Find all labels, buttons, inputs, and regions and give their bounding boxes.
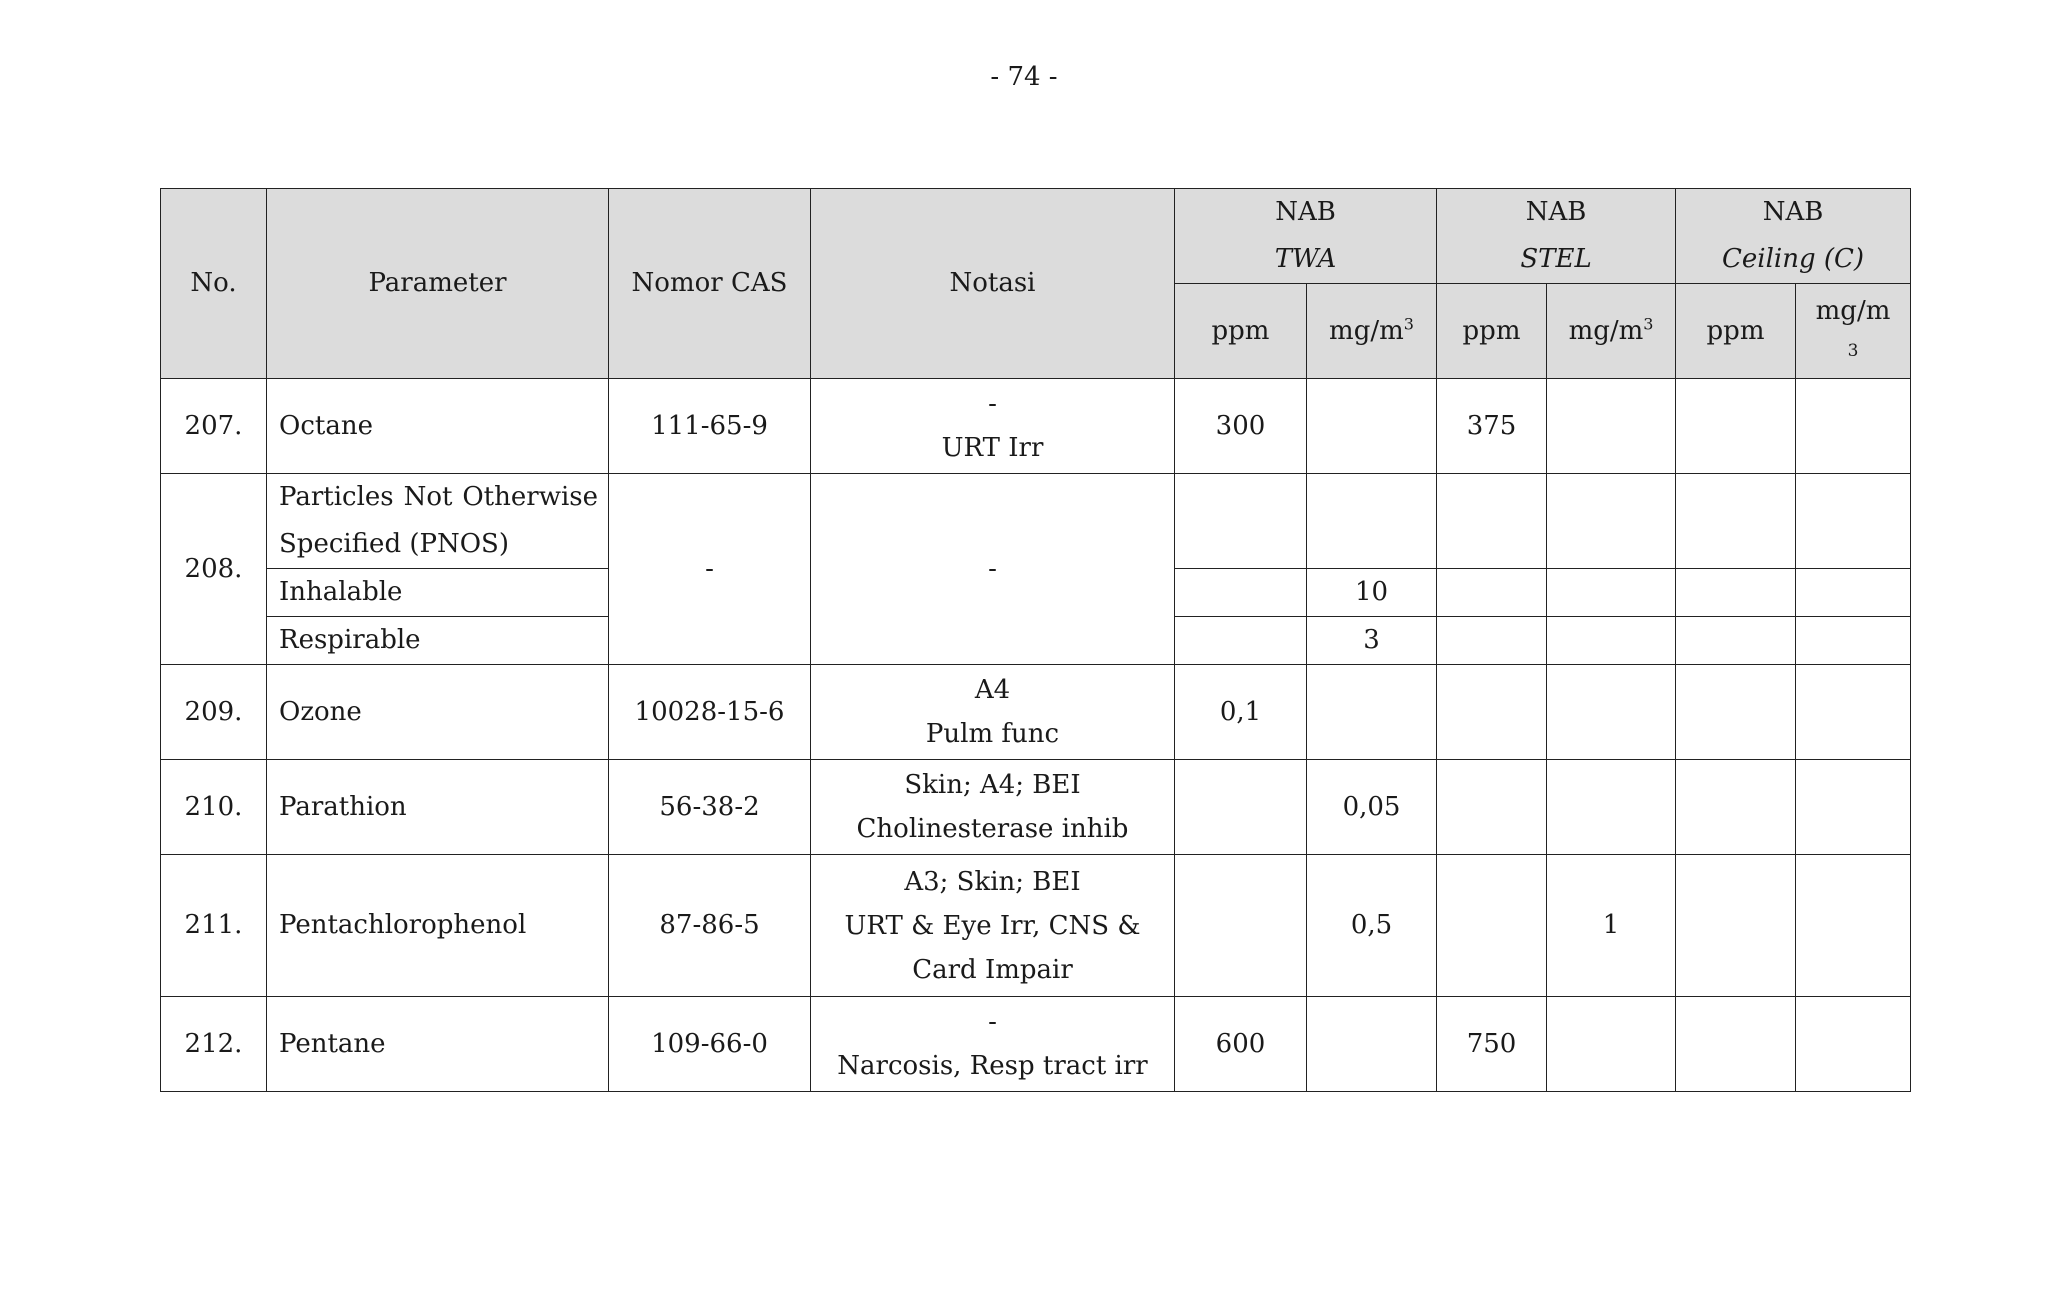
stel-ppm <box>1437 617 1547 665</box>
header-ceiling-ppm: ppm <box>1676 284 1796 379</box>
row-cas: 10028-15-6 <box>609 665 811 760</box>
stel-mg <box>1547 379 1676 474</box>
twa-ppm <box>1175 617 1307 665</box>
row-parameter: Octane <box>267 379 609 474</box>
ceiling-ppm <box>1676 474 1796 569</box>
row-parameter: Pentane <box>267 997 609 1092</box>
row-no: 212. <box>161 997 267 1092</box>
notasi-line: URT & Eye Irr, CNS & <box>844 910 1141 941</box>
twa-mg: 0,05 <box>1307 760 1437 855</box>
table-row <box>161 760 1911 855</box>
ceiling-mg <box>1796 760 1911 855</box>
page-number: - 74 - <box>990 62 1058 92</box>
stel-ppm <box>1437 474 1547 569</box>
header-stel-ppm: ppm <box>1437 284 1547 379</box>
notasi-line: - <box>988 389 997 419</box>
header-twa-mg <box>1307 284 1437 379</box>
notasi-line: - <box>988 1007 997 1037</box>
twa-label: TWA <box>1274 244 1337 274</box>
table-row <box>161 855 1911 997</box>
ceiling-ppm <box>1676 569 1796 617</box>
notasi-line: URT Irr <box>941 433 1044 463</box>
row-parameter: Pentachlorophenol <box>267 855 609 997</box>
twa-ppm <box>1175 474 1307 569</box>
nab-label: NAB <box>1762 197 1824 227</box>
twa-ppm <box>1175 760 1307 855</box>
row-no: 211. <box>161 855 267 997</box>
wrapped-3: 3 <box>1847 341 1859 361</box>
stel-ppm <box>1437 760 1547 855</box>
twa-ppm: 0,1 <box>1175 665 1307 760</box>
row-cas: 56-38-2 <box>609 760 811 855</box>
stel-mg <box>1547 760 1676 855</box>
twa-ppm: 600 <box>1175 997 1307 1092</box>
notasi-line: Pulm func <box>925 719 1060 749</box>
nab-label: NAB <box>1275 197 1336 227</box>
row-cas: - <box>609 474 811 665</box>
header-no: No. <box>161 189 267 379</box>
ceiling-mg <box>1796 569 1911 617</box>
twa-mg <box>1307 997 1437 1092</box>
header-twa-ppm: ppm <box>1175 284 1307 379</box>
stel-mg <box>1547 617 1676 665</box>
superscript-3: 3 <box>1403 313 1414 333</box>
row-cas: 109-66-0 <box>609 997 811 1092</box>
twa-mg: 3 <box>1307 617 1437 665</box>
table-row <box>161 379 1911 474</box>
ceiling-ppm <box>1676 760 1796 855</box>
stel-ppm <box>1437 569 1547 617</box>
header-nab-twa <box>1175 189 1437 284</box>
notasi-line: Narcosis, Resp tract irr <box>837 1051 1148 1081</box>
row-parameter: Parathion <box>267 760 609 855</box>
row-parameter: Particles Not Otherwise Specified (PNOS) <box>267 474 609 569</box>
ceiling-mg <box>1796 855 1911 997</box>
subrow-parameter: Inhalable <box>267 569 609 617</box>
notasi-line: A4 <box>974 675 1011 705</box>
row-parameter: Ozone <box>267 665 609 760</box>
notasi-line: A3; Skin; BEI <box>904 866 1081 897</box>
row-no: 208. <box>161 474 267 665</box>
header-cas: Nomor CAS <box>609 189 811 379</box>
stel-ppm <box>1437 665 1547 760</box>
row-cas: 87-86-5 <box>609 855 811 997</box>
mg-unit: mg/m <box>1568 315 1644 346</box>
row-no: 210. <box>161 760 267 855</box>
ceiling-ppm <box>1676 855 1796 997</box>
header-ceiling-mg <box>1796 284 1911 379</box>
twa-ppm <box>1175 569 1307 617</box>
table-row <box>161 474 1911 569</box>
row-notasi <box>811 760 1175 855</box>
twa-mg <box>1307 379 1437 474</box>
ceiling-ppm <box>1676 379 1796 474</box>
row-no: 207. <box>161 379 267 474</box>
twa-ppm: 300 <box>1175 379 1307 474</box>
notasi-line: Skin; A4; BEI <box>904 770 1081 800</box>
exposure-limits-table <box>160 188 1911 1092</box>
row-notasi <box>811 379 1175 474</box>
ceiling-ppm <box>1676 665 1796 760</box>
twa-ppm <box>1175 855 1307 997</box>
stel-ppm: 375 <box>1437 379 1547 474</box>
mg-unit: mg/m <box>1815 296 1891 326</box>
notasi-line: Cholinesterase inhib <box>856 814 1129 844</box>
row-no: 209. <box>161 665 267 760</box>
twa-mg: 10 <box>1307 569 1437 617</box>
header-stel-mg <box>1547 284 1676 379</box>
row-notasi <box>811 855 1175 997</box>
superscript-3: 3 <box>1643 313 1654 333</box>
stel-ppm <box>1437 855 1547 997</box>
twa-mg: 0,5 <box>1307 855 1437 997</box>
row-notasi <box>811 665 1175 760</box>
header-parameter: Parameter <box>267 189 609 379</box>
ceiling-ppm <box>1676 617 1796 665</box>
stel-mg <box>1547 474 1676 569</box>
row-notasi <box>811 997 1175 1092</box>
stel-mg: 1 <box>1547 855 1676 997</box>
ceiling-mg <box>1796 379 1911 474</box>
ceiling-mg <box>1796 617 1911 665</box>
stel-ppm: 750 <box>1437 997 1547 1092</box>
ceiling-mg <box>1796 997 1911 1092</box>
ceiling-label: Ceiling (C) <box>1721 244 1865 274</box>
nab-label: NAB <box>1525 197 1587 227</box>
stel-label: STEL <box>1520 244 1592 274</box>
header-notasi: Notasi <box>811 189 1175 379</box>
subrow-parameter: Respirable <box>267 617 609 665</box>
stel-mg <box>1547 997 1676 1092</box>
ceiling-mg <box>1796 665 1911 760</box>
ceiling-mg <box>1796 474 1911 569</box>
table-row <box>161 665 1911 760</box>
row-cas: 111-65-9 <box>609 379 811 474</box>
stel-mg <box>1547 665 1676 760</box>
mg-unit: mg/m <box>1329 315 1404 346</box>
stel-mg <box>1547 569 1676 617</box>
twa-mg <box>1307 665 1437 760</box>
header-nab-ceiling <box>1676 189 1911 284</box>
table-row <box>161 997 1911 1092</box>
notasi-line: Card Impair <box>912 954 1073 985</box>
ceiling-ppm <box>1676 997 1796 1092</box>
row-notasi: - <box>811 474 1175 665</box>
twa-mg <box>1307 474 1437 569</box>
header-nab-stel <box>1437 189 1676 284</box>
